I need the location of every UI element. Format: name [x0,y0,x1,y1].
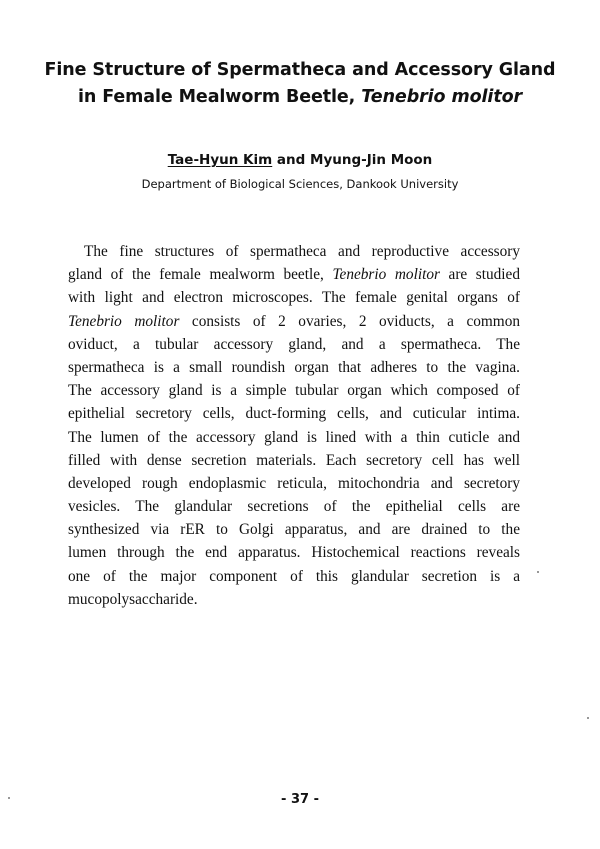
abstract-line [68,518,520,541]
abstract-text: lumen through the end apparatus. Histochemical reactions reveals [68,544,520,562]
abstract-text: oviduct, a tubular accessory gland, and a spermatheca. The [68,335,520,353]
affiliation: Department of Biological Sciences, Dankook University [141,177,459,191]
author-connector: and [272,152,311,168]
abstract-text: vesicles. The glandular secretions of the epithelial cells are [68,498,520,516]
abstract-line [68,310,520,333]
author-first: Tae-Hyun Kim [167,152,273,168]
abstract-line [68,379,520,402]
abstract-text: mucopolysaccharide. [68,590,198,608]
abstract-line [68,240,520,263]
title-line-2-text: in Female Mealworm Beetle, [77,87,362,107]
abstract-line [68,286,520,309]
abstract-text: The accessory gland is a simple tubular organ which composed of [68,382,520,400]
abstract-text: synthesized via rER to Golgi apparatus, and are drained to the [68,521,520,539]
abstract [68,240,520,611]
abstract-text: with light and electron microscopes. The female genital organs of [68,289,520,307]
abstract-line [68,426,520,449]
abstract-line [68,263,520,286]
abstract-line [68,565,520,588]
abstract-line [68,402,520,425]
abstract-text: consists of 2 ovaries, 2 oviducts, a common [179,312,521,330]
abstract-text: filled with dense secretion materials. Each secretory cell has well [68,451,520,469]
species-name: Tenebrio molitor [332,266,440,284]
abstract-text: gland of the female mealworm beetle, [68,266,333,284]
scan-speck [537,571,539,573]
abstract-text: epithelial secretory cells, duct-forming cells, and cuticular intima. [68,405,520,423]
paper-title-line-1: Fine Structure of Spermatheca and Accessory Gland [44,60,556,80]
abstract-text: The fine structures of spermatheca and reproductive accessory [84,243,520,260]
page-number: - 37 - [281,792,319,807]
abstract-line [68,588,520,611]
abstract-line [68,495,520,518]
abstract-line [68,449,520,472]
species-name: Tenebrio molitor [361,87,523,107]
author-line [0,151,600,169]
abstract-line [68,333,520,356]
abstract-text: The lumen of the accessory gland is lined with a thin cuticle and [68,428,520,446]
abstract-text: developed rough endoplasmic reticula, mitochondria and secretory [68,474,520,492]
abstract-line [68,356,520,379]
abstract-text: one of the major component of this glandular secretion is a [68,567,520,585]
species-name: Tenebrio molitor [68,312,180,330]
scan-speck [587,717,589,719]
author-second: Myung-Jin Moon [310,152,433,168]
abstract-text: spermatheca is a small roundish organ that adheres to the vagina. [68,358,520,376]
abstract-line [68,472,520,495]
abstract-text: are studied [439,266,520,284]
paper-title-line-2 [40,84,560,110]
scan-speck [8,797,10,799]
abstract-line [68,541,520,564]
